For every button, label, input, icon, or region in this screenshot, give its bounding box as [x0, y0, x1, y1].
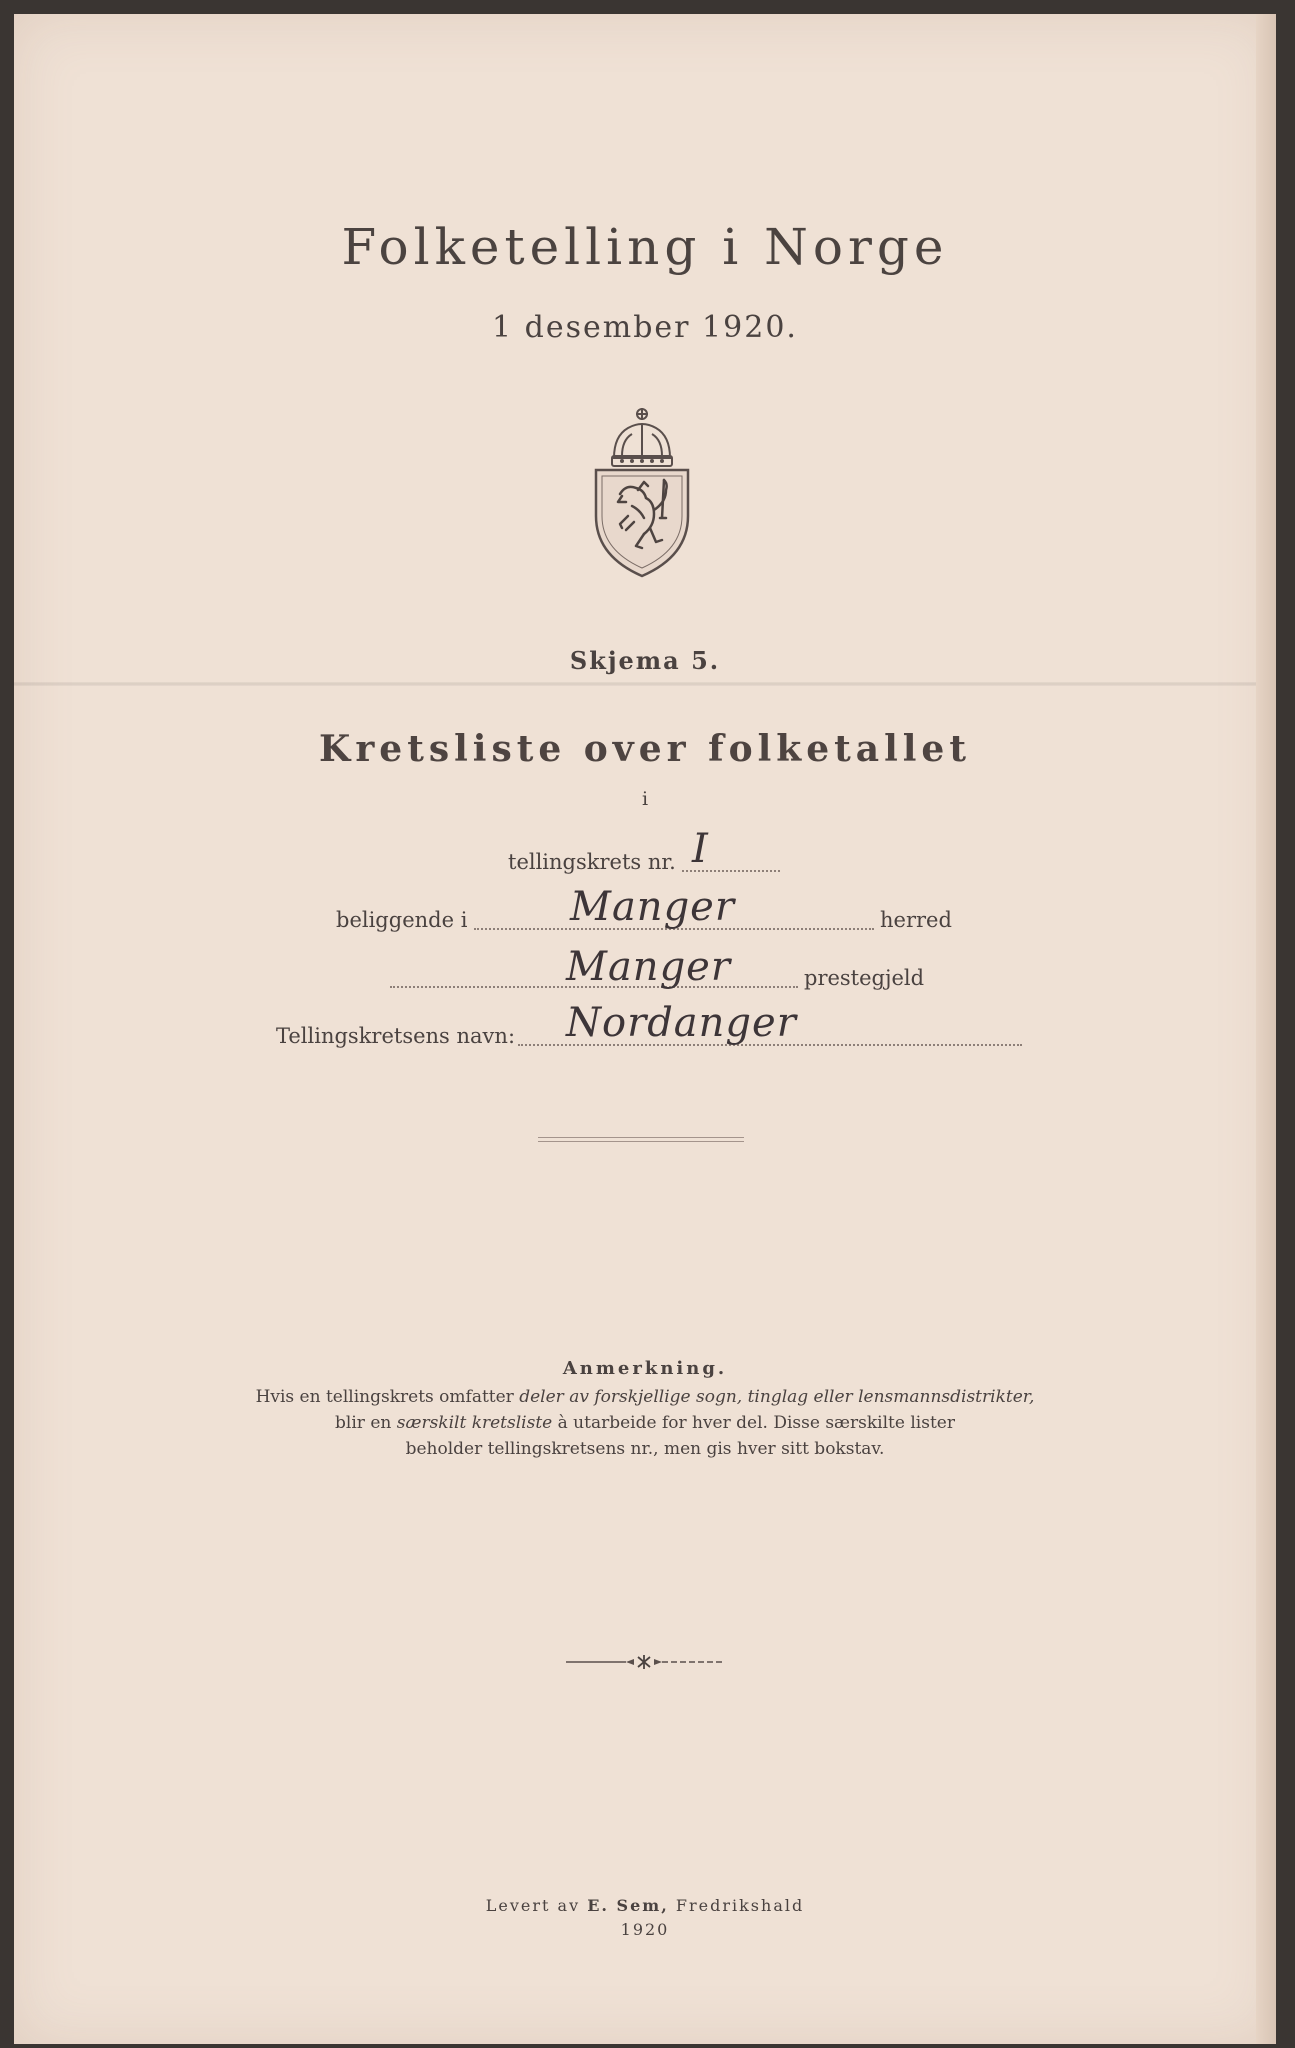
schema-number: Skjema 5.	[569, 646, 721, 675]
herred-label: herred	[880, 908, 952, 932]
decorative-divider-icon	[564, 1654, 724, 1670]
paper-fold	[14, 682, 1256, 686]
census-form-page	[14, 14, 1276, 2044]
note-line-1: Hvis en tellingskrets omfatter deler av forskjellige sogn, tinglag eller lensmannsdistrikter,	[255, 1387, 1035, 1407]
note-line-2: blir en særskilt kretsliste à utarbeide for hver del. Disse særskilte lister	[335, 1413, 955, 1433]
tellingskrets-label: tellingskrets nr.	[508, 850, 676, 874]
note-heading: Anmerkning.	[562, 1358, 728, 1379]
note-text	[14, 1384, 1276, 1462]
connector-word: i	[641, 788, 649, 810]
printer-line: Levert av E. Sem, Fredrikshald	[485, 1896, 805, 1915]
beliggende-label: beliggende i	[336, 908, 468, 932]
printer-imprint	[14, 1894, 1276, 1942]
norwegian-coat-of-arms-icon	[592, 406, 692, 578]
beliggende-value: Manger	[570, 884, 735, 930]
printer-year: 1920	[620, 1920, 670, 1939]
note-line-3: beholder tellingskretsens nr., men gis hver sitt bokstav.	[405, 1439, 885, 1459]
prestegjeld-value: Manger	[566, 944, 731, 990]
document-title: Folketelling i Norge	[341, 218, 949, 276]
navn-label: Tellingskretsens navn:	[276, 1024, 516, 1048]
form-heading: Kretsliste over folketallet	[319, 728, 971, 770]
double-rule-divider	[538, 1137, 744, 1142]
prestegjeld-label: prestegjeld	[804, 966, 925, 990]
navn-value: Nordanger	[566, 1000, 797, 1046]
tellingskrets-value: I	[692, 826, 709, 872]
document-date: 1 desember 1920.	[492, 310, 798, 345]
